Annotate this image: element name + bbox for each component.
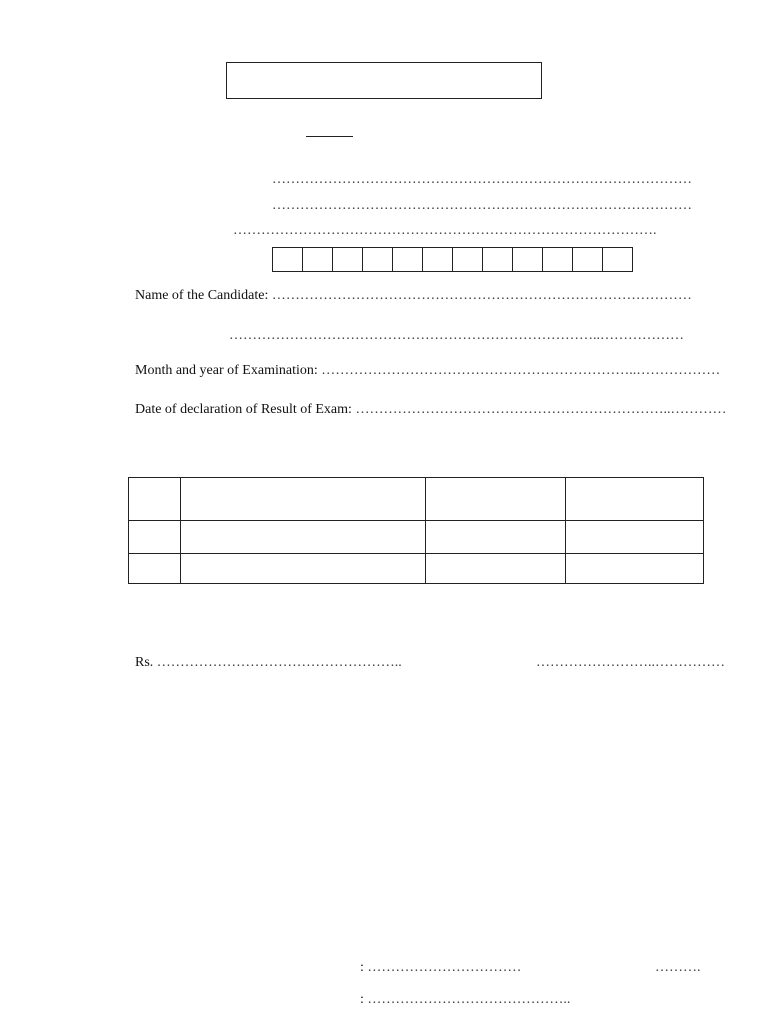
seat-number-box[interactable] [363,247,393,272]
result-date-field[interactable]: …………………………………………………………..………… [355,402,727,417]
table-cell[interactable] [566,478,704,521]
table-row [129,554,704,584]
table-cell[interactable] [129,521,181,554]
seat-number-box[interactable] [573,247,603,272]
footer-colon: : [360,960,364,975]
exam-month-year-field[interactable]: …………………………………………………………..……………… [321,363,721,378]
seat-number-box[interactable] [603,247,633,272]
seat-number-box[interactable] [273,247,303,272]
table-cell[interactable] [129,554,181,584]
address-line-3[interactable]: ………………………………………………………………………………. [233,223,657,238]
table-cell[interactable] [181,554,426,584]
seat-number-box[interactable] [333,247,363,272]
address-line-2[interactable]: ……………………………………………………………………………… [272,198,692,213]
table-row [129,521,704,554]
exam-month-year-label: Month and year of Examination: [135,363,318,378]
table-cell[interactable] [566,554,704,584]
result-date-row [135,402,726,418]
sub-heading-underline [306,136,353,137]
rs-label: Rs. [135,655,154,670]
seat-number-box[interactable] [543,247,573,272]
candidate-name-field-line2[interactable]: ……………………………………………………………………..……………… [229,328,684,343]
candidate-name-field[interactable]: ……………………………………………………………………………… [271,288,692,303]
rs-right-field[interactable]: ……………………..…………… [536,655,725,670]
rs-row [135,655,402,671]
table-cell[interactable] [129,478,181,521]
marks-table [128,477,704,584]
footer-line-1 [360,960,521,976]
footer-field-right[interactable]: ………. [655,960,701,975]
candidate-name-row [135,288,692,304]
candidate-name-label: Name of the Candidate: [135,288,269,303]
seat-number-boxes[interactable] [272,247,633,272]
footer-colon: : [360,992,364,1007]
seat-number-box[interactable] [423,247,453,272]
footer-line-2 [360,992,570,1008]
table-cell[interactable] [181,478,426,521]
footer-field-1[interactable]: …………………………… [367,960,522,975]
footer-field-2[interactable]: …………………………………….. [367,992,571,1007]
address-line-1[interactable]: ……………………………………………………………………………… [272,172,692,187]
seat-number-box[interactable] [303,247,333,272]
seat-number-box[interactable] [513,247,543,272]
table-row [129,478,704,521]
seat-number-box[interactable] [453,247,483,272]
table-cell[interactable] [566,521,704,554]
seat-number-box[interactable] [393,247,423,272]
title-box [226,62,542,99]
result-date-label: Date of declaration of Result of Exam: [135,402,352,417]
rs-amount-field[interactable]: …………………………………………….. [156,655,402,670]
exam-month-year-row [135,363,720,379]
seat-number-box[interactable] [483,247,513,272]
table-cell[interactable] [426,554,566,584]
table-cell[interactable] [426,478,566,521]
table-cell[interactable] [426,521,566,554]
table-cell[interactable] [181,521,426,554]
